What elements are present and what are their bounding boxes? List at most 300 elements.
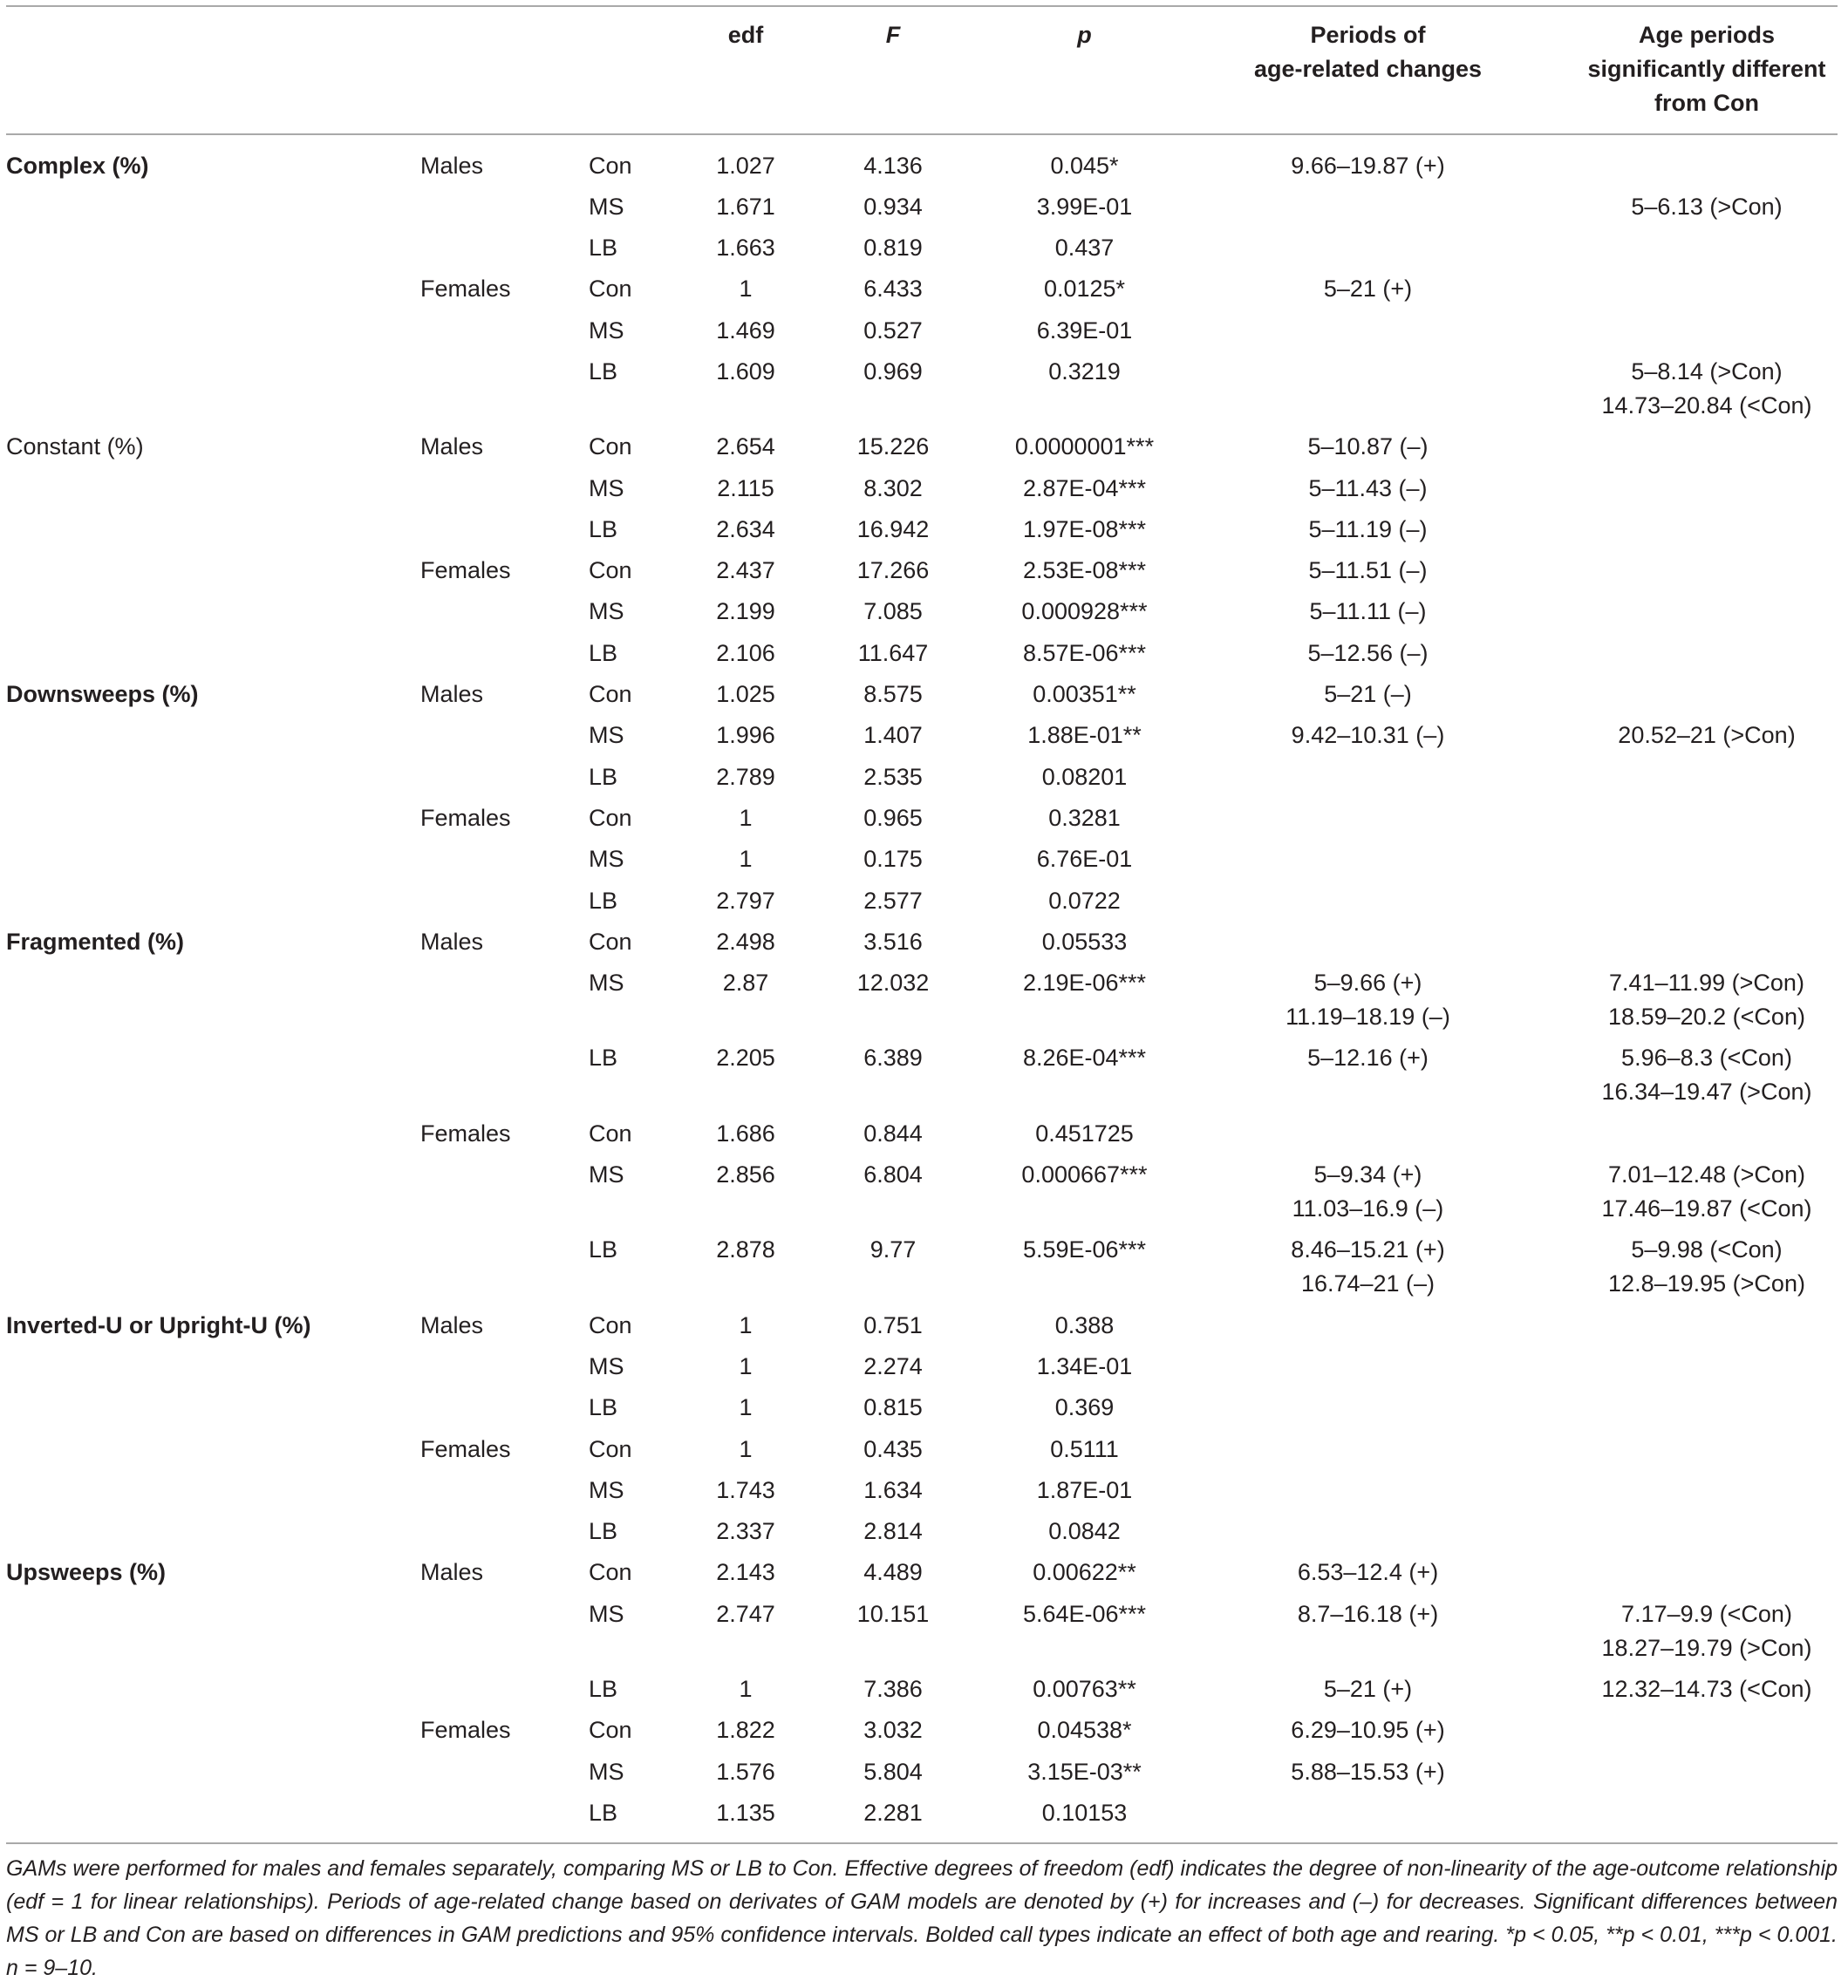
sex-label <box>420 187 589 228</box>
call-type-label: Downsweeps (%) <box>6 681 199 708</box>
periods-cell <box>1198 1387 1576 1428</box>
table-row <box>6 1229 1838 1304</box>
call-type-label <box>6 468 420 509</box>
edf-cell: 2.498 <box>716 928 775 955</box>
table-row <box>6 228 1838 269</box>
periods-cell <box>1198 674 1576 715</box>
f-cell: 2.814 <box>863 1518 923 1545</box>
call-type-label <box>6 310 420 351</box>
p-cell: 6.76E-01 <box>1036 846 1133 873</box>
age-diff-cell <box>1576 591 1838 632</box>
edf-cell: 1 <box>739 1394 753 1421</box>
sex-label <box>420 757 589 798</box>
group-label: MS <box>589 722 624 749</box>
sex-label: Females <box>420 804 511 831</box>
periods-cell <box>1198 1113 1576 1154</box>
edf-cell: 2.797 <box>716 887 775 914</box>
age-diff-line: 12.8–19.95 (>Con) <box>1608 1270 1805 1297</box>
group-label: Con <box>589 276 632 303</box>
p-cell: 0.000928*** <box>1021 598 1148 625</box>
group-label: MS <box>589 1600 624 1627</box>
periods-line: 5.88–15.53 (+) <box>1291 1758 1445 1785</box>
group-label: MS <box>589 1352 624 1379</box>
p-cell: 0.388 <box>1054 1311 1115 1338</box>
periods-cell <box>1198 839 1576 880</box>
edf-cell: 2.337 <box>716 1518 775 1545</box>
call-type-label <box>6 509 420 550</box>
age-diff-cell <box>1576 757 1838 798</box>
age-diff-cell <box>1576 963 1838 1038</box>
edf-cell: 1.996 <box>716 722 775 749</box>
periods-cell <box>1198 1305 1576 1346</box>
periods-cell <box>1198 1710 1576 1751</box>
call-type-label <box>6 757 420 798</box>
call-type-label <box>6 1429 420 1470</box>
p-cell: 5.59E-06*** <box>1022 1236 1147 1263</box>
periods-line: 11.03–16.9 (–) <box>1292 1195 1444 1222</box>
header-line: age-related changes <box>1253 56 1483 82</box>
f-cell: 2.535 <box>863 763 923 790</box>
table-row <box>6 550 1838 591</box>
sex-label: Males <box>420 1311 484 1338</box>
periods-line: 5–11.19 (–) <box>1308 515 1428 542</box>
group-label: LB <box>589 1676 618 1702</box>
p-cell: 0.00351** <box>1033 681 1136 708</box>
p-cell: 0.10153 <box>1041 1799 1128 1826</box>
call-type-label <box>6 1511 420 1552</box>
p-cell: 0.05533 <box>1041 928 1128 955</box>
age-diff-cell <box>1576 674 1838 715</box>
sex-label <box>420 1669 589 1710</box>
periods-cell <box>1198 1346 1576 1387</box>
age-diff-cell <box>1576 922 1838 963</box>
p-cell: 0.00763** <box>1033 1676 1136 1702</box>
sex-label: Females <box>420 276 511 303</box>
sex-label <box>420 1752 589 1793</box>
group-label: LB <box>589 639 618 666</box>
table-row <box>6 1305 1838 1346</box>
p-cell: 0.5111 <box>1050 1435 1119 1462</box>
sex-label <box>420 468 589 509</box>
group-label: Con <box>589 804 632 831</box>
age-diff-cell <box>1576 468 1838 509</box>
edf-cell: 2.878 <box>716 1236 775 1263</box>
periods-line: 5–21 (–) <box>1324 681 1412 708</box>
periods-line: 5–12.16 (+) <box>1307 1045 1429 1072</box>
f-cell: 6.433 <box>863 276 923 303</box>
age-diff-cell <box>1576 1793 1838 1834</box>
periods-cell <box>1198 881 1576 922</box>
table-row <box>6 1429 1838 1470</box>
periods-line: 8.46–15.21 (+) <box>1291 1236 1445 1263</box>
group-label: LB <box>589 1518 618 1545</box>
table-row <box>6 426 1838 467</box>
periods-line: 5–21 (+) <box>1323 276 1413 303</box>
call-type-label <box>6 1752 420 1793</box>
header-age-diff <box>1576 18 1838 120</box>
sex-label <box>420 591 589 632</box>
f-cell: 0.844 <box>863 1120 923 1147</box>
header-f: F <box>885 22 901 48</box>
f-cell: 17.266 <box>856 557 930 584</box>
p-cell: 1.87E-01 <box>1036 1476 1133 1503</box>
group-label: MS <box>589 317 624 344</box>
p-cell: 2.19E-06*** <box>1022 970 1147 997</box>
periods-cell <box>1198 591 1576 632</box>
sex-label: Females <box>420 1717 511 1744</box>
age-diff-cell <box>1576 1113 1838 1154</box>
age-diff-line: 7.01–12.48 (>Con) <box>1608 1161 1805 1188</box>
f-cell: 5.804 <box>863 1758 923 1785</box>
age-diff-line: 17.46–19.87 (<Con) <box>1601 1195 1812 1222</box>
group-label: LB <box>589 1045 618 1072</box>
periods-cell <box>1198 550 1576 591</box>
edf-cell: 1.027 <box>716 152 775 179</box>
sex-label <box>420 1793 589 1834</box>
table-row <box>6 1038 1838 1113</box>
table-row <box>6 757 1838 798</box>
group-label: MS <box>589 474 624 501</box>
call-type-label <box>6 1113 420 1154</box>
age-diff-line: 5.96–8.3 (<Con) <box>1621 1045 1792 1072</box>
f-cell: 1.407 <box>863 722 923 749</box>
age-diff-cell <box>1576 1429 1838 1470</box>
p-cell: 3.15E-03** <box>1027 1758 1142 1785</box>
periods-cell <box>1198 963 1576 1038</box>
f-cell: 2.281 <box>863 1799 923 1826</box>
group-label: LB <box>589 357 618 385</box>
edf-cell: 1.743 <box>716 1476 775 1503</box>
table-row <box>6 922 1838 963</box>
age-diff-line: 12.32–14.73 (<Con) <box>1601 1676 1812 1702</box>
sex-label: Males <box>420 1559 484 1586</box>
f-cell: 10.151 <box>856 1600 930 1627</box>
periods-cell <box>1198 1793 1576 1834</box>
table-row <box>6 187 1838 228</box>
periods-line: 5–9.66 (+) <box>1313 970 1422 997</box>
call-type-label <box>6 715 420 756</box>
call-type-label <box>6 1038 420 1079</box>
group-label: Con <box>589 557 632 584</box>
age-diff-cell <box>1576 1387 1838 1428</box>
age-diff-cell <box>1576 881 1838 922</box>
p-cell: 2.87E-04*** <box>1022 474 1147 501</box>
table-row <box>6 1113 1838 1154</box>
group-label: LB <box>589 515 618 542</box>
table-row <box>6 674 1838 715</box>
p-cell: 0.451725 <box>1035 1120 1134 1147</box>
periods-cell <box>1198 426 1576 467</box>
age-diff-cell <box>1576 715 1838 756</box>
f-cell: 0.934 <box>863 193 923 220</box>
f-cell: 0.969 <box>863 357 923 385</box>
group-label: MS <box>589 598 624 625</box>
group-label: Con <box>589 1717 632 1744</box>
periods-line: 11.19–18.19 (–) <box>1285 1004 1450 1031</box>
f-cell: 0.965 <box>863 804 923 831</box>
p-cell: 6.39E-01 <box>1036 317 1133 344</box>
call-type-label <box>6 228 420 269</box>
periods-cell <box>1198 1594 1576 1635</box>
edf-cell: 1.822 <box>716 1717 775 1744</box>
f-cell: 12.032 <box>856 970 930 997</box>
f-cell: 1.634 <box>863 1476 923 1503</box>
group-label: Con <box>589 152 632 179</box>
group-label: LB <box>589 1394 618 1421</box>
edf-cell: 2.143 <box>716 1559 775 1586</box>
table-footnote: GAMs were performed for males and females separately, comparing MS or LB to Con. Effective degrees of freedom (edf) indicates the degree of non-linearity of the age-outcome relationship (edf = 1 for linear relationships). Periods of age-related change based on derivates of GAM models are denoted by (+) for increases and (–) for decreases. Significant differences between MS or LB and Con are based on differences in GAM predictions and 95% confidence intervals. Bolded call types indicate an effect of both age and rearing. *p < 0.05, **p < 0.01, ***p < 0.001. n = 9–10. <box>6 1856 1838 1980</box>
table-row <box>6 269 1838 310</box>
call-type-label <box>6 1793 420 1834</box>
edf-cell: 1 <box>739 1311 753 1338</box>
group-label: MS <box>589 1758 624 1785</box>
age-diff-cell <box>1576 146 1838 187</box>
call-type-label <box>6 1387 420 1428</box>
table-body <box>6 146 1838 1835</box>
periods-line: 6.29–10.95 (+) <box>1291 1717 1445 1744</box>
edf-cell: 1.025 <box>716 681 775 708</box>
table-row <box>6 146 1838 187</box>
edf-cell: 2.199 <box>716 598 775 625</box>
age-diff-cell <box>1576 798 1838 839</box>
sex-label <box>420 228 589 269</box>
age-diff-cell <box>1576 839 1838 880</box>
periods-cell <box>1198 1429 1576 1470</box>
edf-cell: 1.576 <box>716 1758 775 1785</box>
call-type-label <box>6 1594 420 1635</box>
table-row <box>6 509 1838 550</box>
age-diff-cell <box>1576 1511 1838 1552</box>
periods-cell <box>1198 1669 1576 1710</box>
sex-label: Males <box>420 681 484 708</box>
sex-label <box>420 1387 589 1428</box>
header-blank <box>420 18 589 52</box>
header-line: Periods of <box>1310 22 1426 48</box>
age-diff-cell <box>1576 1470 1838 1511</box>
group-label: LB <box>589 763 618 790</box>
p-cell: 0.437 <box>1054 235 1115 262</box>
p-cell: 0.3281 <box>1048 804 1121 831</box>
group-label: Con <box>589 928 632 955</box>
call-type-label: Complex (%) <box>6 152 149 179</box>
group-label: Con <box>589 1435 632 1462</box>
p-cell: 3.99E-01 <box>1036 193 1133 220</box>
age-diff-cell <box>1576 1752 1838 1793</box>
edf-cell: 1.686 <box>716 1120 775 1147</box>
table-row <box>6 1511 1838 1552</box>
p-cell: 0.08201 <box>1041 763 1128 790</box>
table-rule-bottom <box>6 1842 1838 1844</box>
periods-line: 5–11.43 (–) <box>1308 474 1428 501</box>
sex-label <box>420 1470 589 1511</box>
sex-label: Males <box>420 152 484 179</box>
call-type-label <box>6 633 420 674</box>
p-cell: 0.3219 <box>1048 357 1121 385</box>
edf-cell: 2.87 <box>722 970 769 997</box>
f-cell: 4.489 <box>863 1559 923 1586</box>
age-diff-cell <box>1576 1154 1838 1229</box>
age-diff-line: 7.41–11.99 (>Con) <box>1609 970 1804 997</box>
edf-cell: 1.135 <box>716 1799 775 1826</box>
sex-label <box>420 715 589 756</box>
group-label: Con <box>589 1311 632 1338</box>
call-type-label <box>6 1154 420 1195</box>
p-cell: 0.0722 <box>1048 887 1121 914</box>
age-diff-line: 14.73–20.84 (<Con) <box>1601 391 1812 419</box>
group-label: Con <box>589 1559 632 1586</box>
edf-cell: 2.634 <box>716 515 775 542</box>
group-label: MS <box>589 846 624 873</box>
f-cell: 3.516 <box>863 928 923 955</box>
age-diff-line: 18.59–20.2 (<Con) <box>1608 1004 1805 1031</box>
edf-cell: 1 <box>739 1352 753 1379</box>
age-diff-cell <box>1576 633 1838 674</box>
age-diff-cell <box>1576 269 1838 310</box>
sex-label <box>420 1038 589 1079</box>
periods-line: 16.74–21 (–) <box>1300 1270 1435 1297</box>
age-diff-cell <box>1576 1594 1838 1669</box>
edf-cell: 1.609 <box>716 357 775 385</box>
f-cell: 3.032 <box>863 1717 923 1744</box>
age-diff-line: 5–6.13 (>Con) <box>1631 193 1783 220</box>
f-cell: 16.942 <box>856 515 930 542</box>
periods-line: 6.53–12.4 (+) <box>1297 1559 1439 1586</box>
table-row <box>6 1669 1838 1710</box>
periods-cell <box>1198 146 1576 187</box>
edf-cell: 1.469 <box>716 317 775 344</box>
table-row <box>6 881 1838 922</box>
sex-label <box>420 310 589 351</box>
periods-cell <box>1198 922 1576 963</box>
table-row <box>6 1552 1838 1593</box>
f-cell: 6.389 <box>863 1045 923 1072</box>
periods-cell <box>1198 351 1576 392</box>
call-type-label <box>6 881 420 922</box>
edf-cell: 1 <box>739 1676 753 1702</box>
age-diff-cell <box>1576 1710 1838 1751</box>
call-type-label <box>6 269 420 310</box>
f-cell: 8.302 <box>863 474 923 501</box>
periods-cell <box>1198 1229 1576 1304</box>
sex-label <box>420 963 589 1004</box>
table-rule-header <box>6 133 1838 135</box>
header-edf: edf <box>727 22 764 48</box>
p-cell: 0.000667*** <box>1021 1161 1148 1188</box>
call-type-label <box>6 1229 420 1270</box>
age-diff-line: 20.52–21 (>Con) <box>1618 722 1796 749</box>
table-row <box>6 798 1838 839</box>
p-cell: 0.045* <box>1050 152 1119 179</box>
p-cell: 1.34E-01 <box>1036 1352 1133 1379</box>
periods-cell <box>1198 1511 1576 1552</box>
header-line: from Con <box>1654 90 1759 116</box>
group-label: LB <box>589 887 618 914</box>
age-diff-cell <box>1576 351 1838 426</box>
age-diff-cell <box>1576 1038 1838 1113</box>
header-blank <box>589 18 676 52</box>
periods-cell <box>1198 715 1576 756</box>
call-type-label <box>6 351 420 392</box>
edf-cell: 2.106 <box>716 639 775 666</box>
periods-cell <box>1198 310 1576 351</box>
p-cell: 8.26E-04*** <box>1022 1045 1147 1072</box>
p-cell: 0.04538* <box>1037 1717 1132 1744</box>
p-cell: 2.53E-08*** <box>1022 557 1147 584</box>
table-row <box>6 963 1838 1038</box>
periods-line: 5–11.11 (–) <box>1309 598 1427 625</box>
table-row <box>6 839 1838 880</box>
table-row <box>6 351 1838 426</box>
age-diff-line: 16.34–19.47 (>Con) <box>1601 1079 1812 1106</box>
group-label: Con <box>589 1120 632 1147</box>
header-periods <box>1198 18 1576 86</box>
age-diff-cell <box>1576 1346 1838 1387</box>
age-diff-cell <box>1576 426 1838 467</box>
age-diff-cell <box>1576 228 1838 269</box>
age-diff-line: 5–9.98 (<Con) <box>1631 1236 1783 1263</box>
table-row <box>6 1154 1838 1229</box>
table-row <box>6 715 1838 756</box>
sex-label: Males <box>420 433 484 460</box>
periods-line: 5–21 (+) <box>1323 1676 1413 1702</box>
table-row <box>6 310 1838 351</box>
group-label: LB <box>589 1236 618 1263</box>
edf-cell: 2.654 <box>716 433 775 460</box>
periods-cell <box>1198 1470 1576 1511</box>
age-diff-line: 18.27–19.79 (>Con) <box>1601 1634 1812 1661</box>
edf-cell: 1 <box>739 276 753 303</box>
header-p: p <box>1077 22 1092 48</box>
f-cell: 15.226 <box>856 433 930 460</box>
age-diff-cell <box>1576 1305 1838 1346</box>
edf-cell: 2.205 <box>716 1045 775 1072</box>
periods-cell <box>1198 187 1576 228</box>
periods-cell <box>1198 633 1576 674</box>
f-cell: 11.647 <box>857 639 929 666</box>
group-label: MS <box>589 1476 624 1503</box>
periods-cell <box>1198 1038 1576 1079</box>
call-type-label <box>6 550 420 591</box>
sex-label <box>420 1346 589 1387</box>
edf-cell: 1.671 <box>716 193 775 220</box>
f-cell: 7.085 <box>863 598 923 625</box>
sex-label <box>420 1229 589 1270</box>
periods-line: 5–9.34 (+) <box>1313 1161 1422 1188</box>
call-type-label <box>6 591 420 632</box>
edf-cell: 1.663 <box>716 235 775 262</box>
periods-line: 5–12.56 (–) <box>1307 639 1429 666</box>
periods-line: 5–10.87 (–) <box>1307 433 1429 460</box>
edf-cell: 2.115 <box>717 474 774 501</box>
periods-cell <box>1198 1154 1576 1229</box>
age-diff-line: 7.17–9.9 (<Con) <box>1621 1600 1792 1627</box>
p-cell: 0.369 <box>1054 1394 1115 1421</box>
age-diff-line: 5–8.14 (>Con) <box>1631 357 1783 385</box>
periods-line: 5–11.51 (–) <box>1308 557 1428 584</box>
age-diff-cell <box>1576 1669 1838 1710</box>
call-type-label <box>6 187 420 228</box>
table-row <box>6 1710 1838 1751</box>
group-label: Con <box>589 681 632 708</box>
call-type-label <box>6 839 420 880</box>
f-cell: 9.77 <box>869 1236 917 1263</box>
edf-cell: 2.789 <box>716 763 775 790</box>
table-row <box>6 1346 1838 1387</box>
edf-cell: 2.856 <box>716 1161 775 1188</box>
p-cell: 0.0000001*** <box>1014 433 1155 460</box>
periods-cell <box>1198 1752 1576 1793</box>
call-type-label <box>6 1470 420 1511</box>
